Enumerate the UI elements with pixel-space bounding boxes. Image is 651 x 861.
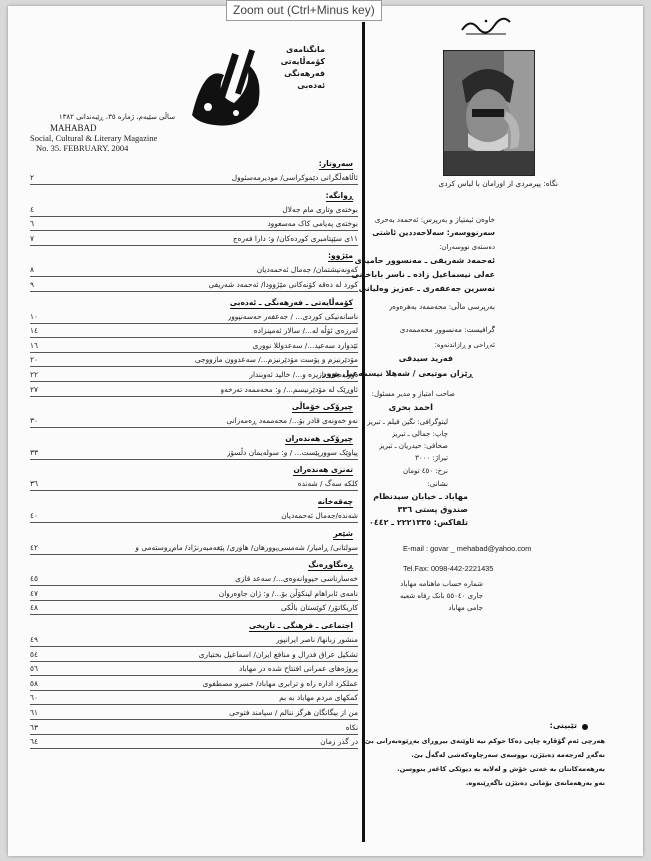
toc-entry-page: ٧ — [30, 233, 34, 243]
toc-entry-title: پیاوێک سوورپێست... / و: سولەیمان دڵسۆز — [226, 447, 358, 457]
toc-section-title — [308, 559, 353, 571]
calligraphy-heading — [460, 16, 512, 36]
toc-entry-title: تشکیل عراق فدرال و منافع ایران/ اسماعیل بختیاری — [198, 649, 358, 659]
toc-section-label: تەنزی هەندەران — [293, 465, 353, 475]
toc-entry[interactable] — [30, 325, 358, 339]
toc-entry-title: ئاوڕێک لە مۆدێرنیسم.../ و: محەممەد تەرخەو — [220, 384, 358, 394]
issue-line-ku: ساڵی سێیەم، ژمارە ٣٥، ڕێبەندانی ١٣٨٢ — [58, 113, 175, 121]
toc-entry-rule — [30, 276, 358, 277]
toc-entry-page: ٥٤ — [30, 649, 38, 659]
toc-entry-title: سولتانی/ ڕامیار/ شەمسی‌پوورهان/ هاوری/ پێغەمبەرنژاد/ مام‌ڕوستەمی و — [135, 542, 358, 552]
toc-entry-rule — [30, 600, 358, 601]
publisher-line: لیتوگرافی: نگین فیلم ـ تبریز — [366, 418, 448, 426]
staff-design-label: ئەڕاحی و ڕازاندنەوە: — [434, 341, 495, 349]
staff-board-2: عەلی نیسماعیل زادە ـ ناسر باباخانی — [351, 270, 495, 279]
account-line-2: جاری ٥٥٠٤٠ بانک رفاه شعبه — [400, 592, 483, 600]
toc-entry-page: ٥٦ — [30, 664, 38, 674]
magazine-line-1: مانگنامەی — [285, 45, 325, 54]
magazine-line-2: کۆمەڵایەتی — [280, 57, 325, 66]
toc-entry[interactable] — [30, 692, 358, 706]
toc-entry-rule — [30, 704, 358, 705]
publisher-telfax: Tel.Fax: 0098-442-2221435 — [403, 564, 494, 573]
toc-entry-rule — [30, 427, 358, 428]
toc-entry-page: ١٦ — [30, 340, 38, 350]
toc-section-title — [249, 620, 353, 632]
toc-entry[interactable] — [30, 369, 358, 383]
toc-entry[interactable] — [30, 415, 358, 429]
toc-entry-title: ناسانەنیکی کوردی... / جەعفەر حەسەنپوور — [227, 311, 358, 321]
notice-line-2: نەگەڕ لەرجەمە دەبێژن، نووسەی سەرچاوەکەشی لەگەڵ بێ. — [411, 751, 605, 759]
toc-entry-title: نامەی ئابراهام لینکۆڵن بۆ.../ و: ژان جاوەروان — [218, 588, 358, 598]
toc-entry-title: ١١ی سێپتامبری کوردەکان/ و: دارا فەرەج — [232, 233, 358, 243]
publisher-line: مهاباد ـ خیابان سیدنظام — [373, 492, 468, 501]
toc-entry[interactable] — [30, 588, 358, 602]
toc-entry-title: ئاڵاهەڵگرانی دێموکراسی/ مودیرمەسئوول — [231, 173, 358, 182]
magazine-page — [8, 6, 643, 856]
toc-section-title — [230, 297, 353, 309]
account-line-3: جامی مهاباد — [448, 604, 483, 612]
staff-board-label: دەستەی نووسەران: — [439, 243, 495, 251]
publisher-email: E-mail : govar _ mehabad@yahoo.com — [403, 544, 532, 553]
toc-entry-title: نەو خەونەی قادر بۆ.../ محەممەد ڕەمەزانی — [226, 416, 358, 426]
toc-entry[interactable] — [30, 722, 358, 736]
toc-entry-page: ٤٨ — [30, 603, 38, 613]
toc-entry-rule — [30, 396, 358, 397]
toc-entry-page: ٦٠ — [30, 693, 38, 703]
toc-entry-page: ٣٠ — [30, 416, 38, 426]
toc-entry-page: ٦١ — [30, 708, 38, 717]
toc-entry-title: عملکرد اداره راه و ترابری مهاباد/ خسرو مصطفوی — [202, 678, 358, 688]
toc-section-label: چیرۆکی خۆماڵی — [291, 402, 353, 412]
staff-board-3: نەسرین جەعفەری ـ عەزیز وەلیانی — [358, 284, 495, 293]
toc-entry-rule — [30, 734, 358, 735]
publisher-line: تیراژ: ٣٠٠٠ — [415, 454, 448, 462]
staff-board-1: ئەحمەد شەریفی ـ مەنسوور حامیدی — [354, 256, 495, 265]
toc-entry-page: ١٤ — [30, 326, 38, 336]
toc-entry-page: ٤٥ — [30, 574, 38, 584]
issue-en: No. 35. FEBRUARY. 2004 — [36, 143, 129, 153]
toc-entry[interactable] — [30, 649, 358, 663]
toc-entry-page: ٤٢ — [30, 542, 38, 552]
toc-section-title — [293, 464, 353, 476]
toc-entry-rule — [30, 675, 358, 676]
staff-finance: بەرپرسی ماڵی: محەممەد بەهرەوەر — [388, 302, 495, 311]
staff-design-2: ڕێزان موتیعی / شەهلا نیسمەعیل پوور — [321, 369, 473, 378]
toc-entry-rule — [30, 216, 358, 217]
publisher-line: چاپ: جمالی ـ تبریز — [391, 430, 448, 438]
toc-entry-title: بوختەی پەیامی کاک مەسعوود — [267, 219, 358, 229]
toc-section-title — [328, 250, 353, 262]
notice-bullet-icon — [582, 724, 588, 730]
calligraphy-icon — [460, 16, 512, 36]
toc-entry-page: ٢٢ — [30, 370, 38, 379]
magazine-line-4: ئەدەبی — [297, 81, 325, 90]
toc-entry-title: کلکە سەگ / شەندە — [297, 479, 358, 489]
toc-entry-rule — [30, 352, 358, 353]
toc-entry-rule — [30, 585, 358, 586]
toc-entry[interactable] — [30, 510, 358, 524]
toc-entry-rule — [30, 323, 358, 324]
zoom-tooltip: Zoom out (Ctrl+Minus key) — [226, 0, 382, 21]
toc-entry-title: منشور زبانها/ ناصر ایرانپور — [276, 635, 358, 644]
toc-entry-page: ٥٨ — [30, 678, 38, 688]
toc-entry-page: ٨ — [30, 265, 34, 275]
toc-entry-rule — [30, 337, 358, 338]
notice-line-1: هەرچی ئەم گۆڤارە چاپی دەکا حوکم نیە ئاوێنەی بیروڕای بەڕێوەبەرانی بێ. — [362, 737, 605, 745]
toc-entry[interactable] — [30, 602, 358, 616]
toc-entry-rule — [30, 459, 358, 460]
toc-entry-title: کەونەنیشتمان/ جەمال ئەحمەدیان — [256, 265, 358, 275]
toc-entry-title: من از بیگانگان هرگز ننالم / سیامند فتوحی — [229, 708, 358, 717]
toc-section-label: سەروتار: — [318, 159, 353, 168]
toc-entry-page: ٦ — [30, 219, 34, 229]
toc-entry[interactable] — [30, 736, 358, 750]
toc-entry-title: کمکهای مردم مهاباد به بم — [279, 693, 358, 703]
toc-entry[interactable] — [30, 634, 358, 648]
toc-section-title — [318, 496, 353, 508]
account-line-1: شماره حساب ماهنامه مهاباد — [400, 580, 483, 588]
toc-entry-page: ٣٦ — [30, 479, 38, 489]
toc-entry[interactable] — [30, 678, 358, 692]
toc-section-title — [285, 433, 353, 445]
toc-entry-title: خەسارناسی حیووانەوەی.../ سەعد قازی — [235, 574, 358, 584]
publisher-name: احمد بحری — [388, 402, 433, 412]
toc-entry-rule — [30, 614, 358, 615]
toc-entry[interactable] — [30, 542, 358, 556]
toc-entry-rule — [30, 230, 358, 231]
toc-section-label: کۆمەڵایەتی ـ فەرهەنگی ـ ئەدەبی — [229, 297, 353, 307]
toc-section-label: چەقەخانە — [317, 497, 353, 506]
toc-entry-rule — [30, 719, 358, 720]
toc-section-title — [333, 528, 353, 540]
toc-entry-page: ٢ — [30, 173, 34, 182]
toc-entry-rule — [30, 490, 358, 491]
toc-entry-title: دوو دەقی نازیزە و.../ خالید ئەوبندار — [249, 370, 358, 379]
toc-entry-page: ٤٩ — [30, 635, 38, 644]
toc-entry[interactable] — [30, 573, 358, 587]
toc-entry-title: مۆدێرنیزم و پۆست مۆدێرنیزم.../ سەعدوون مازووجی — [194, 355, 358, 365]
toc-entry-rule — [30, 245, 358, 246]
toc-entry-title: نکاه — [345, 722, 358, 732]
toc-entry-page: ٢٧ — [30, 384, 38, 394]
toc-section-label: مێژوو: — [327, 251, 353, 261]
toc-section-label: ڕوانگە: — [325, 190, 353, 200]
toc-section-title — [326, 190, 353, 202]
old-man-photo-icon — [444, 51, 534, 175]
toc-entry-rule — [30, 554, 358, 555]
staff-design-1: فەرید سیدقی — [398, 354, 453, 363]
toc-entry[interactable] — [30, 340, 358, 354]
toc-section-title — [292, 401, 353, 413]
toc-entry-title: شەندە/جەمال ئەحمەدیان — [281, 511, 358, 520]
toc-section-label: ڕەنگاوڕەنگ — [308, 560, 353, 570]
toc-entry[interactable] — [30, 204, 358, 218]
toc-entry-rule — [30, 646, 358, 647]
notice-line-4: نەو بەرهەمانەی بۆمانی دەبێژن ناگەڕێنەوە. — [465, 779, 605, 787]
toc-entry[interactable] — [30, 384, 358, 398]
column-divider — [362, 22, 365, 842]
toc-entry[interactable] — [30, 354, 358, 368]
photo-caption: نگاه: پیرمردی از اورامان با لباس کردی — [438, 179, 558, 188]
toc-entry-page: ٣٣ — [30, 447, 38, 457]
toc-entry[interactable] — [30, 707, 358, 721]
toc-entry-rule — [30, 748, 358, 749]
subtitle-en: Social, Cultural & Literary Magazine — [30, 133, 158, 143]
publisher-line: نرخ: ٤٥٠ تومان — [402, 467, 448, 475]
toc-entry-page: ٢٠ — [30, 355, 38, 365]
toc-entry-rule — [30, 690, 358, 691]
toc-section-label: چیرۆکی هەندەران — [285, 433, 353, 443]
toc-entry-page: ٤ — [30, 204, 34, 214]
toc-entry-page: ١٠ — [30, 311, 38, 321]
toc-entry-rule — [30, 184, 358, 185]
toc-entry-rule — [30, 381, 358, 382]
toc-entry-rule — [30, 291, 358, 292]
publisher-line: صحافی: حیدریان ـ تبریز — [378, 442, 448, 450]
toc-entry[interactable] — [30, 311, 358, 325]
toc-entry[interactable] — [30, 172, 358, 186]
toc-entry[interactable] — [30, 279, 358, 293]
toc-section-label: شێعر — [333, 528, 353, 538]
toc-entry-title: در گذر زمان — [320, 737, 358, 747]
publisher-line: نشانی: — [427, 480, 448, 488]
toc-entry-rule — [30, 522, 358, 523]
publisher-line: صندوق پستی ٣٣٦ — [397, 505, 468, 514]
title-en: MAHABAD — [50, 123, 97, 133]
toc-entry-page: ٤٠ — [30, 511, 38, 520]
toc-entry[interactable] — [30, 447, 358, 461]
staff-editor: سەرنووسەر: سەلاحەددین ئاشتی — [372, 228, 495, 237]
toc-entry-title: کاریکاتۆر/ کوێستان باڵکی — [280, 603, 358, 613]
staff-graphic: گرافیست: مەنسوور محەممەدی — [399, 325, 495, 334]
toc-entry-page: ٦٣ — [30, 722, 38, 732]
toc-entry[interactable] — [30, 264, 358, 278]
toc-entry[interactable] — [30, 663, 358, 677]
staff-owner: خاوەن ئیمتیاز و بەرپرس: ئەحمەد بەحری — [374, 215, 495, 224]
toc-section-label: اجتماعی ـ فرهنگی ـ تاریخی — [249, 621, 353, 630]
toc-entry-page: ٦٤ — [30, 737, 38, 747]
toc-entry-page: ٩ — [30, 280, 34, 289]
toc-entry-rule — [30, 661, 358, 662]
magazine-line-3: فەرهەنگی — [284, 69, 325, 78]
toc-entry-title: لەرزەی ئۆڵە لە.../ سالار ئەمینزادە — [253, 326, 358, 336]
notice-title: تێبینی: — [549, 721, 577, 730]
toc-entry-page: ٤٧ — [30, 588, 38, 598]
toc-entry-title: بوختەی وتاری مام جەلال — [282, 204, 358, 214]
publisher-label: صاحب امتیاز و مدیر مسئول: — [371, 390, 455, 398]
publisher-line: تلفاکس: ٢٢٢١٣٣٥ ـ ٠٤٤٢ — [368, 518, 468, 527]
toc-entry-rule — [30, 366, 358, 367]
toc-section-title — [319, 158, 353, 170]
toc-entry[interactable] — [30, 218, 358, 232]
toc-entry[interactable] — [30, 478, 358, 492]
toc-entry-title: کورد لە دەقە کۆنەکانی مێژوودا/ ئەحمەد شەریفی — [208, 280, 358, 289]
magazine-logo — [184, 45, 276, 133]
toc-entry-title: پروژه‌های عمرانی افتتاح شده در مهاباد — [239, 664, 358, 674]
toc-entry[interactable] — [30, 233, 358, 247]
cover-photo — [443, 50, 535, 176]
notice-line-3: بەرهەمەکانتان بە خەتی خۆش و لەلایە بە دیوێکی کاغەز بنووسن. — [397, 765, 605, 773]
toc-entry-title: ئێدوارد سەعید.../ سەعدوللا نووری — [252, 340, 358, 350]
